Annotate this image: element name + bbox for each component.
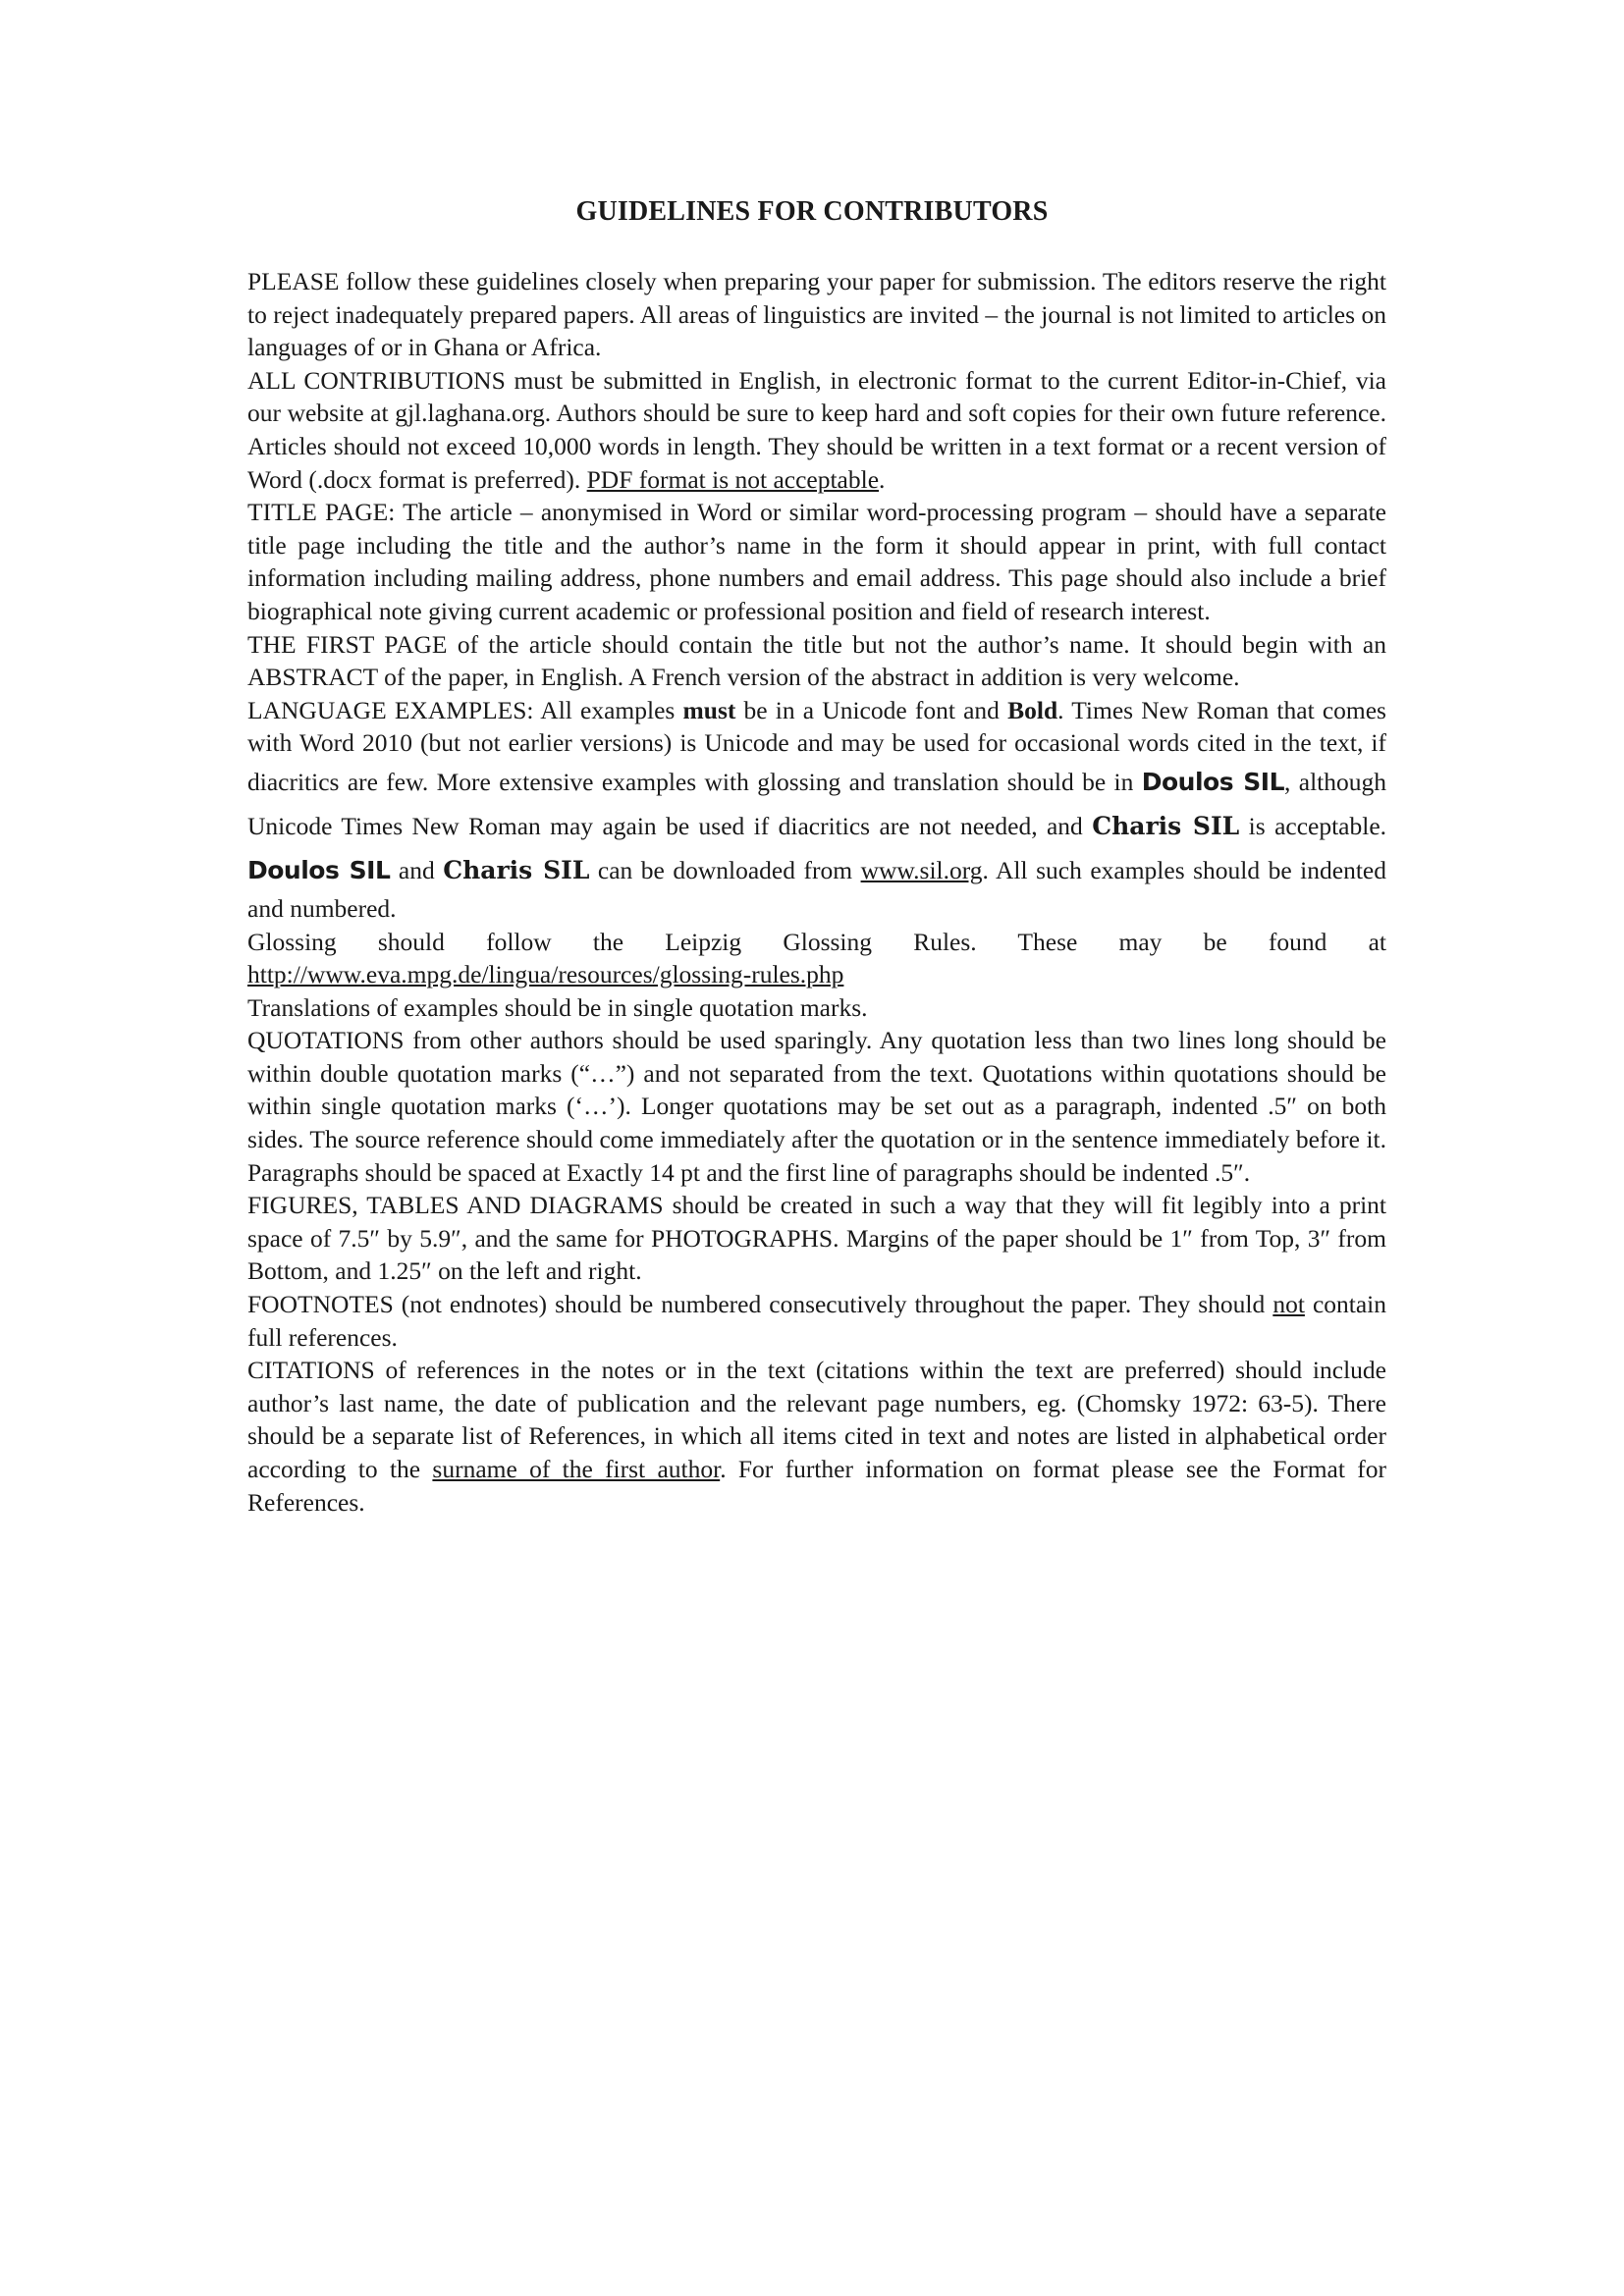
paragraph-intro: PLEASE follow these guidelines closely when preparing your paper for submission. The editors reserve the right to reject inadequately prepared papers. All areas of linguistics are invited – the journal is not limited to articles on languages of or in Ghana or Africa. [247, 267, 1386, 362]
surname-emphasis: surname of the first author [432, 1455, 721, 1483]
pdf-not-acceptable-note: PDF format is not acceptable [586, 464, 880, 494]
paragraph-contributions [247, 364, 1386, 496]
citations-text-a: CITATIONS of references in the notes or in the text (citations within the text are preferred) should include author’s last name, the date of publication and the relevant page numbers, eg. (Chomsky 1972: 63-5). There should be a separate list of References, in which all items cited in text and notes are listed in alphabetical order according to the [247, 1356, 1386, 1483]
bold-emphasis: Bold [1007, 695, 1058, 724]
paragraph-figures: FIGURES, TABLES AND DIAGRAMS should be created in such a way that they will fit legibly into a print space of 7.5″ by 5.9″, and the same for PHOTOGRAPHS. Margins of the paper should be 1″ from Top, 3″ from Bottom, and 1.25″ on the left and right. [247, 1191, 1386, 1286]
sil-website-link[interactable]: www.sil.org [860, 855, 983, 884]
doulos-sil-font-name-2: Doulos SIL [247, 855, 391, 884]
doulos-sil-font-name: Doulos SIL [1141, 767, 1285, 796]
charis-sil-font-name: Charis SIL [1092, 811, 1240, 840]
footnotes-text-a: FOOTNOTES (not endnotes) should be numbered consecutively throughout the paper. They should [247, 1290, 1273, 1319]
contributions-text: ALL CONTRIBUTIONS must be submitted in English, in electronic format to the current Editor-in-Chief, via our website at gjl.laghana.org. Authors should be sure to keep hard and soft copies for their own future reference. Articles should not exceed 10,000 words in length. They should be written in a text format or a recent version of Word (.docx format is preferred). [247, 365, 1386, 494]
paragraph-citations [247, 1354, 1386, 1519]
not-emphasis: not [1272, 1290, 1305, 1319]
paragraph-footnotes [247, 1288, 1386, 1354]
contributions-end: . [879, 464, 886, 494]
lang-text-a: LANGUAGE EXAMPLES: All examples [247, 695, 683, 724]
lang-text-b: be in a Unicode font and [735, 695, 1008, 724]
lang-text-c: . Times New Roman that comes with Word 2010 (but not earlier versions) is Unicode and may be used for occasional words cited in the text, if diacritics are few. More extensive examples with glossing and translation should be in [247, 695, 1386, 796]
paragraph-translations: Translations of examples should be in single quotation marks. [247, 992, 868, 1022]
footnotes-text-b: contain full references. [247, 1290, 1387, 1352]
paragraph-title-page: TITLE PAGE: The article – anonymised in Word or similar word-processing program – should have a separate title page including the title and the author’s name in the form it should appear in print, with full contact information including mailing address, phone numbers and email address. This page should also include a brief biographical note giving current academic or professional position and field of research interest. [247, 498, 1386, 625]
lang-text-e: is acceptable. [1239, 811, 1387, 840]
guidelines-body [247, 265, 1386, 1519]
lang-text-g: can be downloaded from [589, 855, 861, 884]
paragraph-first-page: THE FIRST PAGE of the article should contain the title but not the author’s name. It should begin with an ABSTRACT of the paper, in English. A French version of the abstract in addition is very welcome. [247, 629, 1386, 692]
lang-text-d: , although Unicode Times New Roman may again be used if diacritics are not needed, and [247, 767, 1386, 840]
charis-sil-font-name-2: Charis SIL [443, 855, 590, 884]
lang-text-f: and [390, 855, 444, 884]
paragraph-glossing: Glossing should follow the Leipzig Glossing Rules. These may be found at [247, 927, 1386, 956]
paragraph-language-examples [247, 694, 1386, 926]
paragraph-quotations: QUOTATIONS from other authors should be used sparingly. Any quotation less than two lines long should be within double quotation marks (“…”) and not separated from the text. Quotations within quotations should be within single quotation marks (‘…’). Longer quotations may be set out as a paragraph, indented .5″ on both sides. The source reference should come immediately after the quotation or in the sentence immediately before it. Paragraphs should be spaced at Exactly 14 pt and the first line of paragraphs should be indented .5″. [247, 1026, 1386, 1187]
paragraph-glossing-url [247, 958, 1386, 991]
lang-text-h: . All such examples should be indented and numbered. [247, 855, 1386, 923]
glossing-rules-link[interactable]: http://www.eva.mpg.de/lingua/resources/glossing-rules.php [247, 960, 844, 989]
citations-text-b: . For further information on format please see the Format for References. [247, 1455, 1386, 1517]
page-title: GUIDELINES FOR CONTRIBUTORS [575, 196, 1049, 227]
must-emphasis: must [682, 695, 736, 724]
